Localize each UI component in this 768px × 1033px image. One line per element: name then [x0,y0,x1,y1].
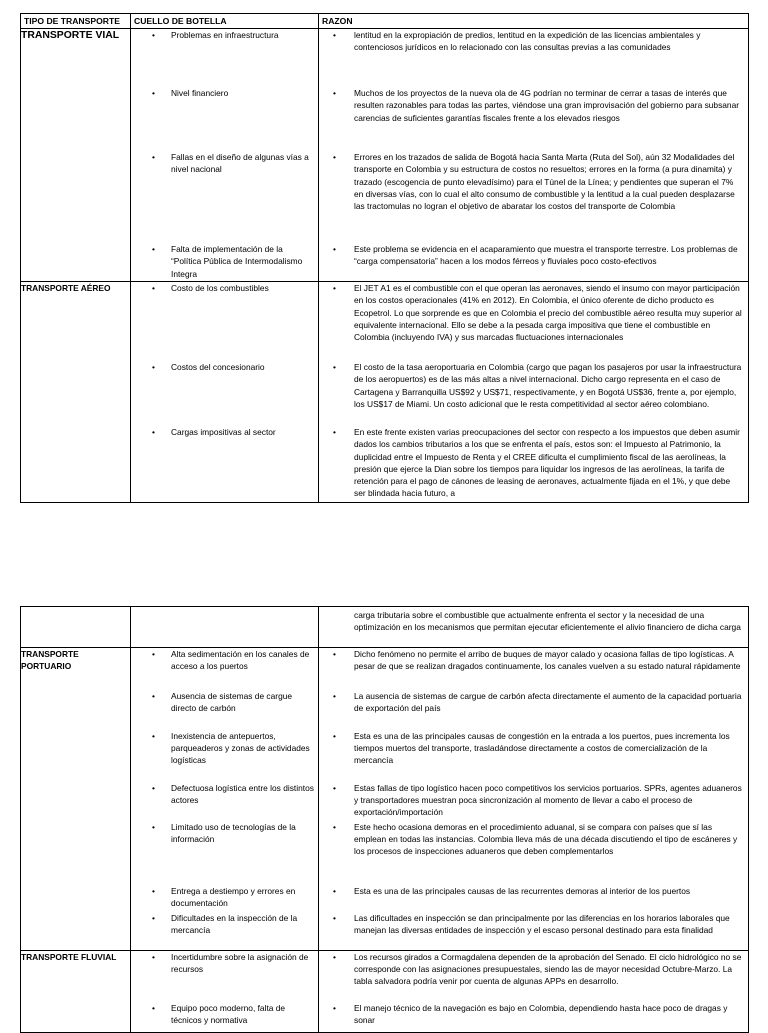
list-item: • Estas fallas de tipo logístico hacen poco competitivos los servicios portuarios. SPRs, agentes aduaneros y transportadores muestran poca sincronización al momento de llevar a cabo el proceso de exportación/importación [333,783,742,818]
portuario-bottlenecks [131,648,319,951]
list-item: • El costo de la tasa aeroportuaria en Colombia (cargo que pagan los pasajeros por usar la infraestructura de los aeropuertos) es de las más altas a nivel internacional. Dicho cargo representa en el caso de Cartagena y Barranquilla US$92 y US$71, respectivamente, y en Bogotá US$36, frente a, por ejemplo, los US$17 de Miami. Un costo adicional que le resta competitividad al sector aéreo colombiano. [333,362,742,409]
fluvial-reasons [319,951,749,1033]
list-item: • Inexistencia de antepuertos, parqueaderos y zonas de actividades logísticas [152,731,310,766]
list-item: • La ausencia de sistemas de cargue de carbón afecta directamente el aumento de la capacidad portuaria de exportación del país [333,691,742,714]
category-vial: TRANSPORTE VIAL [21,29,131,282]
list-item: • Falta de implementación de la “Política Pública de Intermodalismo Integra [152,244,303,279]
section-fluvial [21,951,749,1033]
list-item: • Entrega a destiempo y errores en documentación [152,886,296,909]
list-item: • Este problema se evidencia en el acaparamiento que muestra el transporte terrestre. Los problemas de “carga compensatoria” hacen a los modos férreos y fluviales poco costo-efectivos [333,244,738,267]
continuation-row [21,607,749,648]
list-item: • Costo de los combustibles [152,283,269,294]
list-item: • El manejo técnico de la navegación es bajo en Colombia, dependiendo hasta hace poco de dragas y sonar [333,1003,728,1026]
section-vial [21,29,749,282]
header-tipo: TIPO DE TRANSPORTE [21,14,131,29]
section-aereo [21,282,749,503]
list-item: • El JET A1 es el combustible con el que operan las aeronaves, siendo el insumo con mayor participación en los costos operacionales (41% en 2012). En Colombia, el único oferente de dicho producto es Ecopetrol. Lo que sorprende es que en Colombia el precio del combustible aéreo resulta muy superior al equivalente internacional. Ello se debe a la pesada carga impositiva que tiene el combustible en Colombia (incluyendo IVA) y sus marcadas fluctuaciones internacionales [333,283,742,343]
category-portuario: TRANSPORTE PORTUARIO [21,648,131,951]
list-item: • Incertidumbre sobre la asignación de recursos [152,952,309,975]
table-page-2 [20,606,749,1033]
list-item: • Esta es una de las principales causas de las recurrentes demoras al interior de los puertos [333,886,691,896]
list-item: • Cargas impositivas al sector [152,427,276,438]
table-page-1 [20,13,749,503]
vial-reasons [319,29,749,282]
list-item: • Nivel financiero [152,88,229,99]
aereo-bottlenecks [131,282,319,503]
list-item: • Esta es una de las principales causas de congestión en la entrada a los puertos, pues incrementa los tiempos muertos del transporte, trasladándose directamente a costos de comercialización de la mercancía [333,731,730,766]
category-aereo: TRANSPORTE AÉREO [21,282,131,503]
list-item: • En este frente existen varias preocupaciones del sector con respecto a los impuestos que deben asumir dados los cambios tributarios a los que se enfrenta el país, estos son: el Impuesto al Patrimonio, la duplicidad entre el Impuesto de Renta y el CREE dificulta el cumplimiento fiscal de las aerolíneas, la presión que ejerce la Dian sobre los tiempos para liquidar los ingresos de las aerolíneas, la tarifa de retención para el pago de cánones de leasing de aeronaves, actualmente fijada en el 1%, y que debe ser blindada hacia futuro, a [333,427,740,499]
section-portuario [21,648,749,951]
list-item: • Equipo poco moderno, falta de técnicos y normativa [152,1003,286,1026]
list-item: • Limitado uso de tecnologías de la información [152,822,296,845]
continuation-text: carga tributaria sobre el combustible que actualmente enfrenta el sector y la necesidad de una optimización en los mecanismos que permitan ejecutar eficientemente el alivio financiero de dicha carga [319,607,749,648]
list-item: • Fallas en el diseño de algunas vías a nivel nacional [152,152,309,175]
list-item: • Alta sedimentación en los canales de acceso a los puertos [152,649,310,672]
header-cuello: CUELLO DE BOTELLA [131,14,319,29]
list-item: • Este hecho ocasiona demoras en el procedimiento aduanal, si se compara con países que sí las emplean en todas las instancias. Colombia lleva más de una década discutiendo el tipo de escáneres y los procesos de inspecciones aduaneros que deben complementarlos [333,822,738,857]
header-razon: RAZON [319,14,749,29]
list-item: • Ausencia de sistemas de cargue directo de carbón [152,691,293,714]
list-item: • Muchos de los proyectos de la nueva ola de 4G podrían no terminar de cerrar a tasas de interés que resulten razonables para todas las partes, viéndose una gran improvisación del gobierno para subsanar carencias de suficientes garantías fiscales frente a los elevados riesgos [333,88,740,123]
list-item: • Errores en los trazados de salida de Bogotá hacia Santa Marta (Ruta del Sol), aún 32 Modalidades del transporte en Colombia y su estructura de costos no resueltos; errores en la forma (a pura dinamita) y trazado (escogencia de punto elevadísimo) para el Túnel de la Línea; y pendientes que superan el 7% en diversas vías, con lo cual el alto consumo de combustible y la lentitud a la cual pueden desplazarse las tractomulas no logran el objetivo de abaratar los costos del transporte de Colombia [333,152,735,212]
fluvial-bottlenecks [131,951,319,1033]
list-item: • Dificultades en la inspección de la mercancía [152,913,298,936]
list-item: • Los recursos girados a Cormagdalena dependen de la aprobación del Senado. El ciclo hidrológico no se corresponde con las asignaciones presupuestales, siendo las de mayor necesidad Octubre-Marzo. La tabla salvadora podría venir por cuenta de algunas APPs en desarrollo. [333,952,742,987]
portuario-reasons [319,648,749,951]
list-item: • Costos del concesionario [152,362,265,373]
list-item: • Problemas en infraestructura [152,30,279,41]
category-fluvial: TRANSPORTE FLUVIAL [21,951,131,1033]
list-item: • Dicho fenómeno no permite el arribo de buques de mayor calado y ocasiona fallas de tipo logísticas. A pesar de que se realizan dragados continuamente, los canales vuelven a su estado natural rápidamente [333,649,741,672]
list-item: • lentitud en la expropiación de predios, lentitud en la expedición de las licencias ambientales y contenciosos jurídicos en lo relacionado con las consultas previas a las comunidades [333,30,701,53]
list-item: • Las dificultades en inspección se dan principalmente por las diferencias en los horarios laborales que manejan las diversas entidades de inspección y el escaso personal destinado para esta finalidad [333,913,730,936]
vial-bottlenecks [131,29,319,282]
aereo-reasons [319,282,749,503]
list-item: • Defectuosa logística entre los distintos actores [152,783,314,806]
header-row [21,14,749,29]
